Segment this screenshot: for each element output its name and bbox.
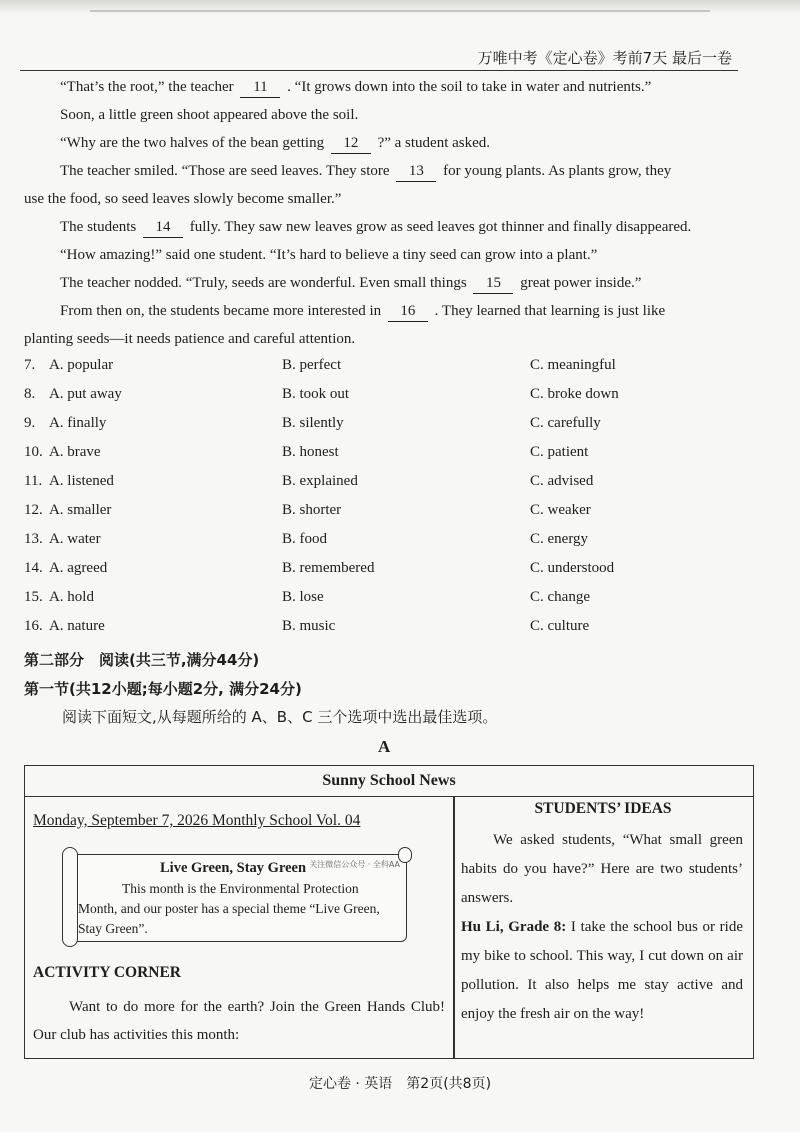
question-options: 12. A. smaller B. shorter C. weaker [24,502,591,518]
blank-14: 14 [143,217,183,238]
passage-line: planting seeds—it needs patience and careful attention. [24,331,356,347]
instruction: 阅读下面短文,从每题所给的 A、B、C 三个选项中选出最佳选项。 [62,708,498,726]
question-options: 11. A. listened B. explained C. advised [24,473,594,489]
ideas-heading: STUDENTS’ IDEAS [534,800,672,817]
running-head-rule [20,70,738,71]
blank-13: 13 [396,161,436,182]
question-options: 7. A. popular B. perfect C. meaningful [24,357,616,373]
passage-line: Soon, a little green shoot appeared above the soil. [60,107,359,123]
watermark: 关注微信公众号 · 全科AA [309,860,400,869]
newsletter-header [25,766,753,797]
scroll-curl-icon [62,847,78,947]
poster-scroll [67,854,407,942]
newsletter [24,765,754,1059]
passage-line: The teacher smiled. “Those are seed leaves. They store 13 for young plants. As plants grow, they [60,157,671,185]
blank-12: 12 [331,133,371,154]
poster-title: Live Green, Stay Green [160,860,307,876]
poster-body: This month is the Environmental Protection Month, and our poster has a special theme “Live Green, Stay Green”. [78,881,380,936]
passage-line: “That’s the root,” the teacher 11 . “It grows down into the soil to take in water and nutrients.” [60,73,651,101]
answer-text: I take the school bus or ride my bike to school. This way, I cut down on air pollution. It also helps me stay active and enjoy the fresh air on the way! [461,919,744,1022]
question-options: 16. A. nature B. music C. culture [24,618,590,634]
question-options: 14. A. agreed B. remembered C. understood [24,560,615,576]
newsletter-title: Sunny School News [322,772,456,789]
student-name: Hu Li, Grade 8: [461,919,567,935]
blank-15: 15 [473,273,513,294]
blank-16: 16 [388,301,428,322]
passage-line: “Why are the two halves of the bean getting 12 ?” a student asked. [60,129,490,157]
passage-line: “How amazing!” said one student. “It’s hard to believe a tiny seed can grow into a plant.” [60,247,598,263]
page-footer: 定心卷 · 英语 第2页(共8页) [308,1076,492,1092]
question-options: 8. A. put away B. took out C. broke down [24,386,619,402]
ideas-intro: We asked students, “What small green habits do you have?” Here are two students’ answers. [461,832,743,906]
dateline: Monday, September 7, 2026 Monthly School Vol. 04 [33,812,361,829]
activity-heading: ACTIVITY CORNER [33,964,181,981]
passage-line: The students 14 fully. They saw new leaves grow as seed leaves got thinner and finally disappeared. [60,213,691,241]
passage-line: From then on, the students became more interested in 16 . They learned that learning is just like [60,297,665,325]
question-options: 10. A. brave B. honest C. patient [24,444,589,460]
activity-body: Want to do more for the earth? Join the Green Hands Club! Our club has activities this month: [33,999,445,1043]
passage-letter: A [378,737,391,756]
question-options: 15. A. hold B. lose C. change [24,589,590,605]
scroll-curl-icon [398,847,412,863]
question-options: 9. A. finally B. silently C. carefully [24,415,601,431]
blank-11: 11 [240,77,280,98]
column-divider [453,796,455,1058]
scan-artifact-line [90,10,710,12]
passage-line: The teacher nodded. “Truly, seeds are wonderful. Even small things 15 great power inside.” [60,269,641,297]
running-head: 万唯中考《定心卷》考前7天 最后一卷 [477,49,732,67]
subsection-title: 第一节(共12小题;每小题2分, 满分24分) [24,680,302,698]
part-title: 第二部分 阅读(共三节,满分44分) [24,651,260,669]
question-options: 13. A. water B. food C. energy [24,531,589,547]
student-answer [461,913,743,1029]
ideas-body [461,826,743,1029]
passage-line: use the food, so seed leaves slowly become smaller.” [24,191,342,207]
